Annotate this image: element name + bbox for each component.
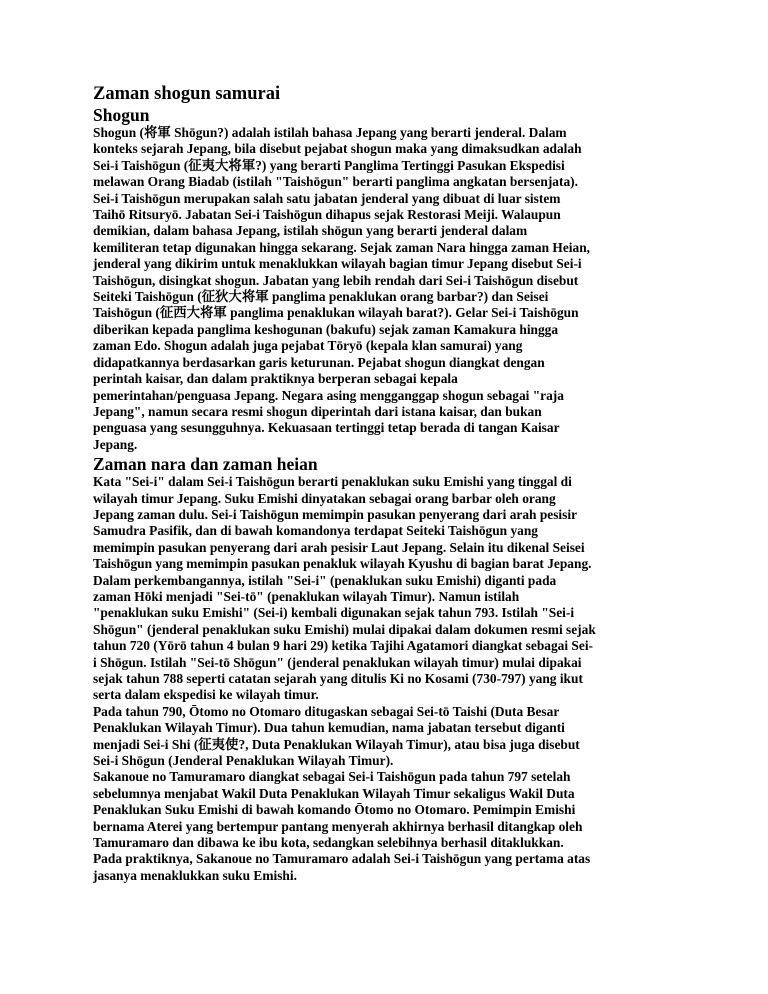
paragraph-otomo: Pada tahun 790, Ōtomo no Otomaro ditugaskan sebagai Sei-tō Taishi (Duta Besar Penaklukan Wilayah Timur). Dua tahun kemudian, nama jabatan tersebut diganti menjadi Sei-i Shi (征夷使?, Duta Penaklukan Wilayah Timur), atau bisa juga disebut Sei-i Shōgun (Jenderal Penaklukan Wilayah Timur).: [93, 703, 580, 769]
section-heading-shogun: Shogun: [93, 105, 150, 125]
section-heading-nara-heian: Zaman nara dan zaman heian: [93, 454, 318, 475]
paragraph-shogun: Shogun (将軍 Shōgun?) adalah istilah bahasa Jepang yang berarti jenderal. Dalam konteks sejarah Jepang, bila disebut pejabat shogun maka yang dimaksudkan adalah Sei-i Taishōgun (征夷大将軍?) yang berarti Panglima Tertinggi Pasukan Ekspedisi melawan Orang Biadab (istilah "Taishōgun" berarti panglima angkatan bersenjata). Sei-i Taishōgun merupakan salah satu jabatan jenderal yang dibuat di luar sistem Taihō Ritsuryō. Jabatan Sei-i Taishōgun dihapus sejak Restorasi Meiji. Walaupun demikian, dalam bahasa Jepang, istilah shōgun yang berarti jenderal dalam kemiliteran tetap digunakan hingga sekarang. Sejak zaman Nara hingga zaman Heian, jenderal yang dikirim untuk menaklukkan wilayah bagian timur Jepang disebut Sei-i Taishōgun, disingkat shogun. Jabatan yang lebih rendah dari Sei-i Taishōgun disebut Seiteki Taishōgun (征狄大将軍 panglima penaklukan orang barbar?) dan Seisei Taishōgun (征西大将軍 panglima penaklukan wilayah barat?). Gelar Sei-i Taishōgun diberikan kepada panglima keshogunan (bakufu) sejak zaman Kamakura hingga zaman Edo. Shogun adalah juga pejabat Tōryō (kepala klan samurai) yang didapatkannya berdasarkan garis keturunan. Pejabat shogun diangkat dengan perintah kaisar, dan dalam praktiknya berperan sebagai kepala pemerintahan/penguasa Jepang. Negara asing mengganggap shogun sebagai "raja Jepang", namun secara resmi shogun diperintah dari istana kaisar, dan bukan penguasa yang sesungguhnya. Kekuasaan tertinggi tetap berada di tangan Kaisar Jepang.: [93, 125, 590, 452]
document-page: [93, 84, 691, 884]
paragraph-tamuramaro: Sakanoue no Tamuramaro diangkat sebagai Sei-i Taishōgun pada tahun 797 setelah sebelumnya menjabat Wakil Duta Penaklukan Wilayah Timur sekaligus Wakil Duta Penaklukan Suku Emishi di bawah komando Ōtomo no Otomaro. Pemimpin Emishi bernama Aterei yang bertempur pantang menyerah akhirnya berhasil ditangkap oleh Tamuramaro dan dibawa ke ibu kota, sedangkan selebihnya berhasil ditaklukkan. Pada praktiknya, Sakanoue no Tamuramaro adalah Sei-i Taishōgun yang pertama atas jasanya menaklukkan suku Emishi.: [93, 769, 591, 883]
document-title: Zaman shogun samurai: [93, 84, 281, 104]
paragraph-sei-i: Kata "Sei-i" dalam Sei-i Taishōgun berarti penaklukan suku Emishi yang tinggal di wilayah timur Jepang. Suku Emishi dinyatakan sebagai orang barbar oleh orang Jepang zaman dulu. Sei-i Taishōgun memimpin pasukan penyerang dari arah pesisir Samudra Pasifik, dan di bawah komandonya terdapat Seiteki Taishōgun yang memimpin pasukan penyerang dari arah pesisir Laut Jepang. Selain itu dikenal Seisei Taishōgun yang memimpin pasukan penakluk wilayah Kyushu di bagian barat Jepang. Dalam perkembangannya, istilah "Sei-i" (penaklukan suku Emishi) diganti pada zaman Hōki menjadi "Sei-tō" (penaklukan wilayah Timur). Namun istilah "penaklukan suku Emishi" (Sei-i) kembali digunakan sejak tahun 793. Istilah "Sei-i Shōgun" (jenderal penaklukan suku Emishi) mulai dipakai dalam dokumen resmi sejak tahun 720 (Yōrō tahun 4 bulan 9 hari 29) ketika Tajihi Agatamori diangkat sebagai Sei- i Shōgun. Istilah "Sei-tō Shōgun" (jenderal penaklukan wilayah timur) mulai dipakai sejak tahun 788 seperti catatan sejarah yang ditulis Ki no Kosami (730-797) yang ikut serta dalam ekspedisi ke wilayah timur.: [93, 474, 596, 703]
